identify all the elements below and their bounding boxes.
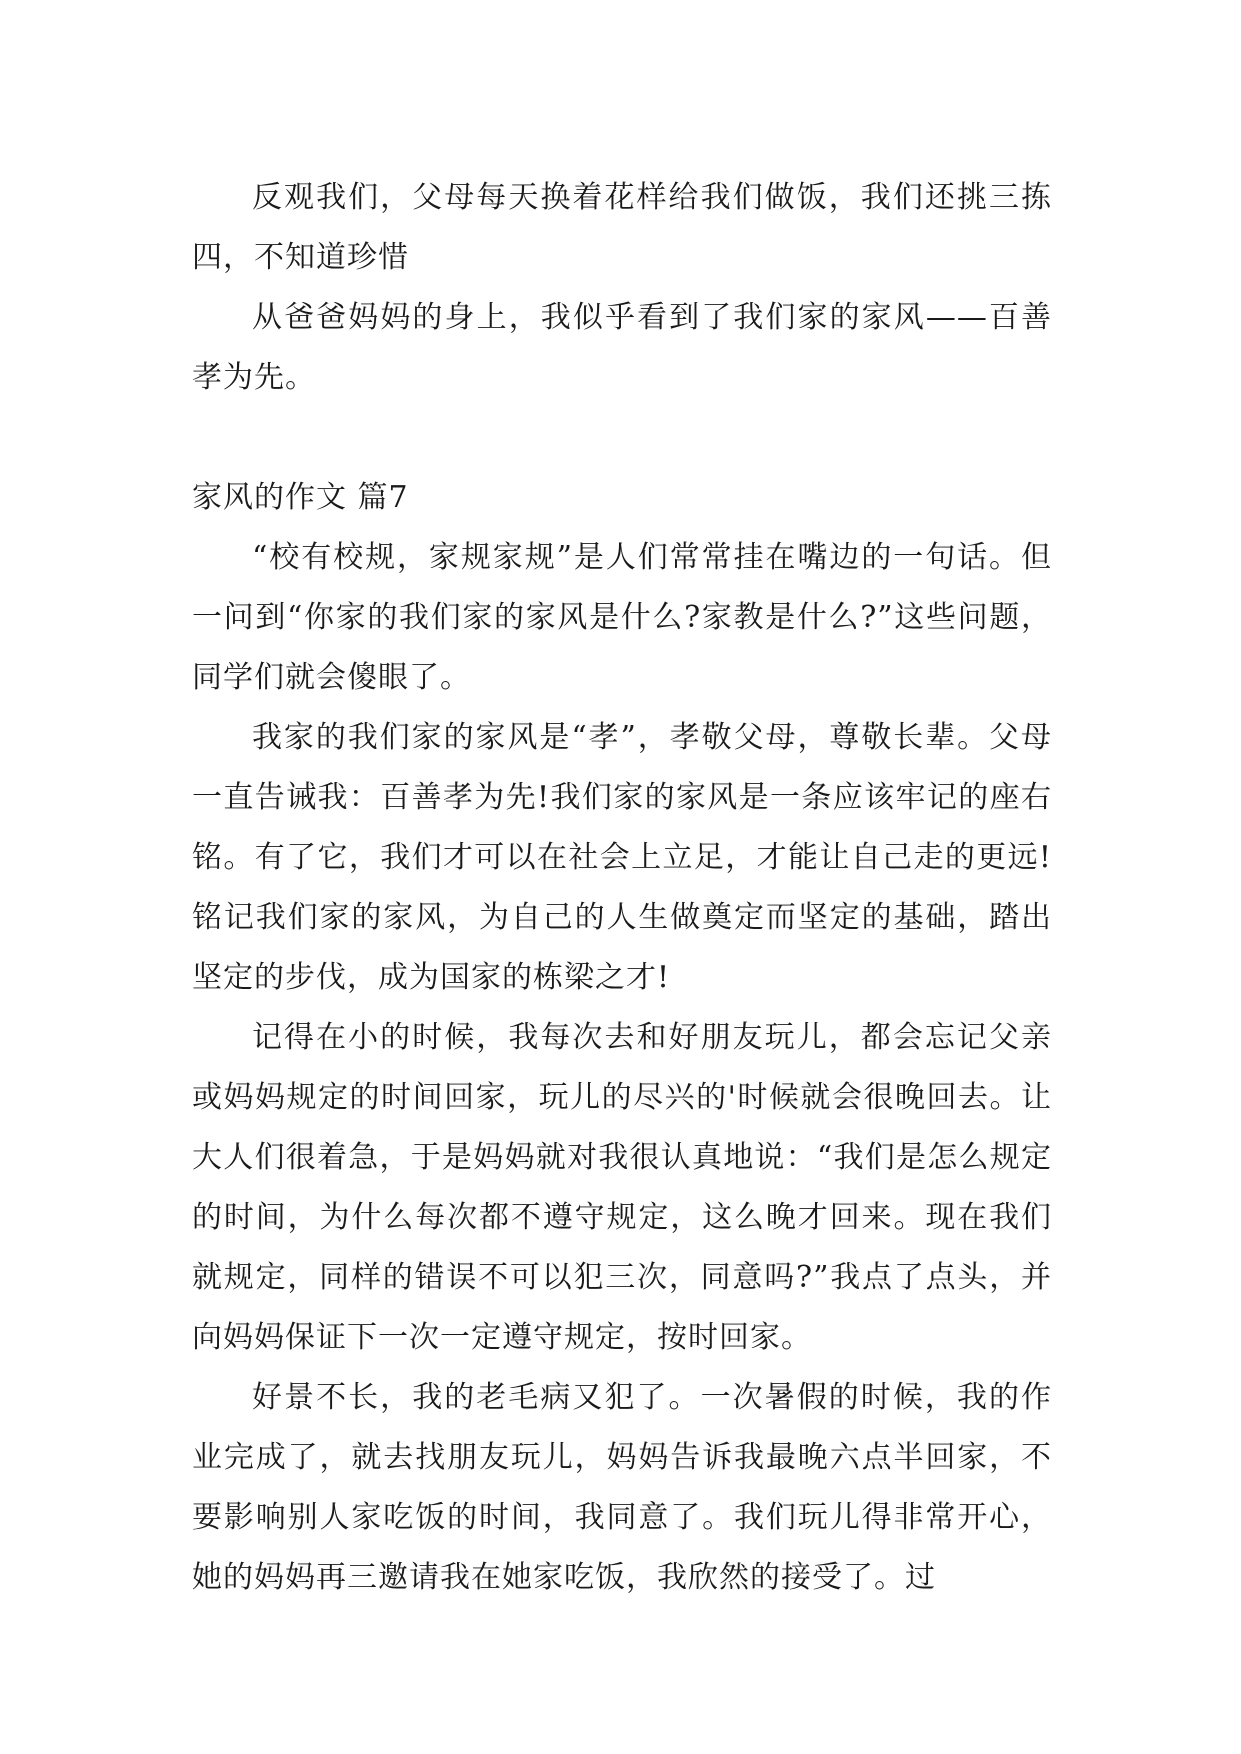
section-heading: 家风的作文 篇7 (192, 480, 409, 515)
section-gap (192, 408, 1052, 468)
paragraph: 从爸爸妈妈的身上，我似乎看到了我们家的家风——百善孝为先。 (192, 300, 1052, 395)
paragraph: 我家的我们家的家风是“孝”，孝敬父母，尊敬长辈。父母一直告诫我：百善孝为先!我们家的家风是一条应该牢记的座右铭。有了它，我们才可以在社会上立足，才能让自己走的更远!铭记我们家的家风，为自己的人生做奠定而坚定的基础，踏出坚定的步伐，成为国家的栋梁之才! (192, 720, 1052, 995)
paragraph: 好景不长，我的老毛病又犯了。一次暑假的时候，我的作业完成了，就去找朋友玩儿，妈妈告诉我最晚六点半回家，不要影响别人家吃饭的时间，我同意了。我们玩儿得非常开心，她的妈妈再三邀请我在她家吃饭，我欣然的接受了。过 (192, 1380, 1052, 1595)
paragraph: 记得在小的时候，我每次去和好朋友玩儿，都会忘记父亲或妈妈规定的时间回家，玩儿的尽兴的'时候就会很晚回去。让大人们很着急，于是妈妈就对我很认真地说：“我们是怎么规定的时间，为什么每次都不遵守规定，这么晚才回来。现在我们就规定，同样的错误不可以犯三次，同意吗?”我点了点头，并向妈妈保证下一次一定遵守规定，按时回家。 (192, 1020, 1052, 1355)
paragraph: “校有校规，家规家规”是人们常常挂在嘴边的一句话。但一问到“你家的我们家的家风是什么?家教是什么?”这些问题，同学们就会傻眼了。 (192, 540, 1052, 695)
paragraph: 反观我们，父母每天换着花样给我们做饭，我们还挑三拣四，不知道珍惜 (192, 180, 1052, 275)
document-page (192, 168, 1052, 1608)
